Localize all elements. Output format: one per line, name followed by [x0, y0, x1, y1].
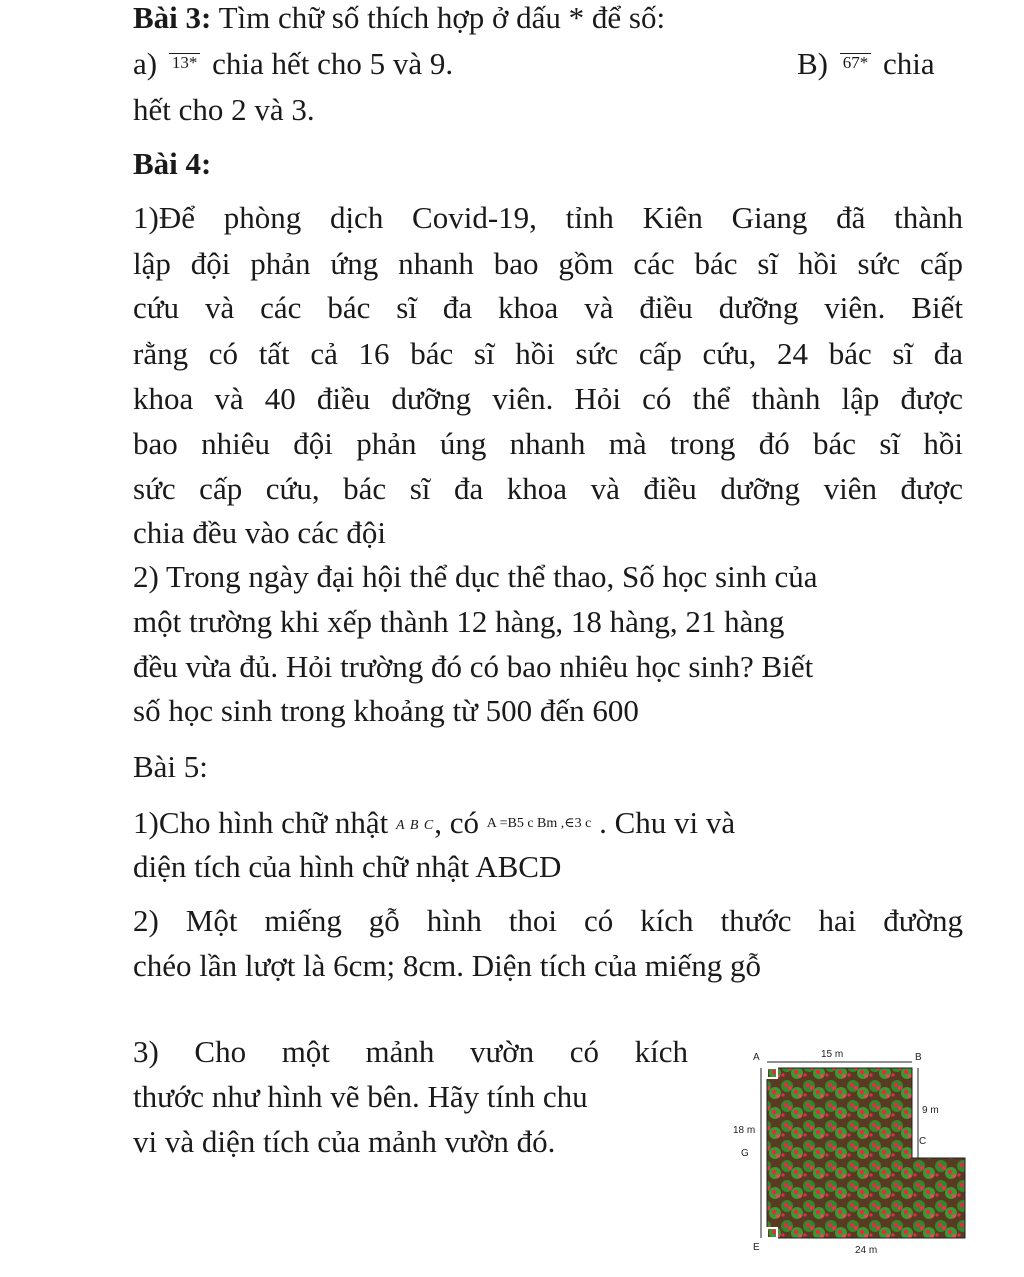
bai4-p2-line: 2) Trong ngày đại hội thể dục thể thao, Số học sinh của: [133, 559, 818, 594]
bai5-q3-line: thước như hình vẽ bên. Hãy tính chu: [133, 1079, 588, 1114]
bai4-p1-line: sức cấp cứu, bác sĩ đa khoa và điều dưỡng viên được: [133, 471, 963, 506]
bai5-q2-line: chéo lần lượt là 6cm; 8cm. Diện tích của miếng gỗ: [133, 948, 762, 983]
dim-left-label: 18 m: [733, 1125, 756, 1136]
bai3-b-prefix: B): [797, 46, 828, 81]
label-a: A: [753, 1052, 760, 1063]
bai4-p1-line: cứu và các bác sĩ đa khoa và điều dưỡng viên. Biết: [133, 290, 963, 325]
bai5-q3-line: vi và diện tích của mảnh vườn đó.: [133, 1124, 556, 1159]
bai3-b-cont: hết cho 2 và 3.: [133, 92, 315, 127]
bai5-q1-abc: A B C: [396, 818, 435, 833]
label-b: B: [915, 1052, 922, 1063]
bai3-title: Bài 3:: [133, 0, 212, 35]
bai4-p1-line: chia đều vào các đội: [133, 515, 387, 550]
bai5-q1-mid: , có: [434, 805, 480, 840]
bai3-b-number: 67*: [840, 53, 872, 72]
dim-right-label: 9 m: [922, 1105, 939, 1116]
bai5-q1-line2: diện tích của hình chữ nhật ABCD: [133, 849, 562, 884]
bai4-p1-line: khoa và 40 điều dưỡng viên. Hỏi có thể thành lập được: [133, 381, 963, 416]
bai3-a-number: 13*: [169, 53, 201, 72]
bai3-a-suffix: chia hết cho 5 và 9.: [212, 46, 454, 81]
dim-top-label: 15 m: [821, 1049, 844, 1060]
bai3-line-a: [133, 46, 453, 82]
bai4-p2-line: số học sinh trong khoảng từ 500 đến 600: [133, 693, 639, 728]
garden-figure: [715, 1040, 985, 1277]
bai4-p1-line: rằng có tất cả 16 bác sĩ hồi sức cấp cứu, 24 bác sĩ đa: [133, 336, 963, 371]
bai4-p2-line: một trường khi xếp thành 12 hàng, 18 hàng, 21 hàng: [133, 604, 785, 639]
bai5-q1-start: 1)Cho hình chữ nhật: [133, 805, 389, 840]
bai4-p2-line: đều vừa đủ. Hỏi trường đó có bao nhiêu học sinh? Biết: [133, 649, 814, 684]
label-g: G: [741, 1148, 749, 1159]
label-c: C: [919, 1136, 927, 1147]
bai4-title-text: Bài 4:: [133, 146, 212, 181]
bai3-line-b: [797, 46, 935, 82]
bai4-title: [133, 146, 211, 182]
bai3-b-suffix: chia: [883, 46, 935, 81]
bai5-q1-garbled-formula: A =B5 c Bm ,∈3 c: [486, 816, 592, 831]
dim-bottom-label: 24 m: [855, 1245, 878, 1256]
garden-area: [767, 1068, 965, 1238]
bai4-p1-line: lập đội phản ứng nhanh bao gồm các bác sĩ hồi sức cấp: [133, 246, 963, 281]
bai3-heading-line: [133, 0, 665, 36]
bai3-a-prefix: a): [133, 46, 158, 81]
bai5-title: Bài 5:: [133, 749, 208, 784]
label-e: E: [753, 1242, 760, 1253]
bai5-q1-line1: [133, 805, 735, 844]
bai3-text: Tìm chữ số thích hợp ở dấu * để số:: [211, 0, 666, 35]
bai5-q1-end: . Chu vi và: [599, 805, 736, 840]
bai4-p1-line: bao nhiêu đội phản úng nhanh mà trong đó bác sĩ hồi: [133, 426, 963, 461]
bai4-p1-line: 1)Để phòng dịch Covid-19, tỉnh Kiên Giang đã thành: [133, 200, 963, 235]
bai5-q2-line: 2) Một miếng gỗ hình thoi có kích thước hai đường: [133, 903, 963, 938]
bai5-q3-line: 3) Cho một mảnh vườn có kích: [133, 1034, 688, 1069]
